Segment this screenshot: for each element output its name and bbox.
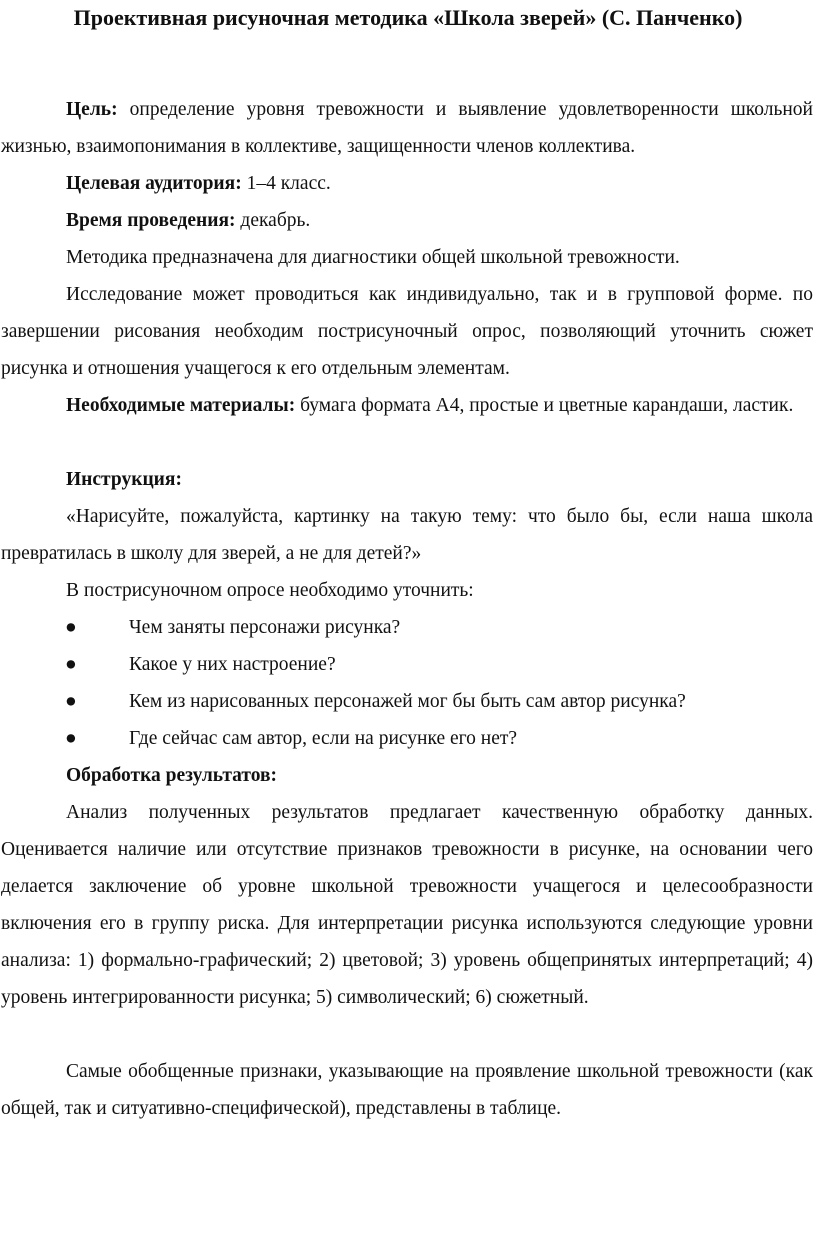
time-text: декабрь. <box>240 210 311 231</box>
document-title: Проективная рисуночная методика «Школа зверей» (С. Панченко) <box>73 5 743 30</box>
goal-paragraph <box>1 91 813 165</box>
question-text: Чем заняты персонажи рисунка? <box>129 617 401 638</box>
question-text: Какое у них настроение? <box>129 654 336 675</box>
materials-label: Необходимые материалы: <box>66 395 296 416</box>
survey-intro: В пострисуночном опросе необходимо уточнить: <box>66 580 474 601</box>
audience-label: Целевая аудитория: <box>66 173 242 194</box>
bullet-icon: ● <box>65 691 77 712</box>
instruction-heading <box>1 461 813 498</box>
bullet-icon: ● <box>65 728 77 749</box>
audience-paragraph <box>1 165 813 202</box>
processing-heading <box>1 757 813 794</box>
goal-text: определение уровня тревожности и выявление удовлетворенности школьной жизнью, взаимопонимания в коллективе, защищенности членов коллектива. <box>1 99 813 157</box>
time-label: Время проведения: <box>66 210 236 231</box>
time-paragraph <box>1 202 813 239</box>
question-text: Где сейчас сам автор, если на рисунке его нет? <box>129 728 518 749</box>
materials-text: бумага формата А4, простые и цветные карандаши, ластик. <box>300 395 794 416</box>
instruction-label: Инструкция: <box>66 469 182 490</box>
purpose-paragraph: Методика предназначена для диагностики общей школьной тревожности. <box>66 247 680 268</box>
study-paragraph: Исследование может проводиться как индивидуально, так и в групповой форме. по завершении рисования необходим пострисуночный опрос, позволяющий уточнить сюжет рисунка и отношения учащегося к его отдельным элементам. <box>1 284 813 379</box>
bullet-icon: ● <box>65 617 77 638</box>
materials-paragraph <box>1 387 813 424</box>
processing-label: Обработка результатов: <box>66 765 278 786</box>
instruction-paragraph: «Нарисуйте, пожалуйста, картинку на такую тему: что было бы, если наша школа превратилась в школу для зверей, а не для детей?» <box>1 506 813 564</box>
question-text: Кем из нарисованных персонажей мог бы быть сам автор рисунка? <box>129 691 686 712</box>
summary-paragraph: Самые обобщенные признаки, указывающие на проявление школьной тревожности (как общей, так и ситуативно-специфической), представлены в таблице. <box>1 1061 813 1119</box>
goal-label: Цель: <box>66 99 118 120</box>
bullet-icon: ● <box>65 654 77 675</box>
audience-text: 1–4 класс. <box>246 173 331 194</box>
analysis-paragraph: Анализ полученных результатов предлагает качественную обработку данных. Оценивается наличие или отсутствие признаков тревожности в рисунке, на основании чего делается заключение об уровне школьной тревожности учащегося и целесообразности включения его в группу риска. Для интерпретации рисунка используются следующие уровни анализа: 1) формально-графический; 2) цветовой; 3) уровень общепринятых интерпретаций; 4) уровень интегрированности рисунка; 5) символический; 6) сюжетный. <box>1 802 813 1008</box>
